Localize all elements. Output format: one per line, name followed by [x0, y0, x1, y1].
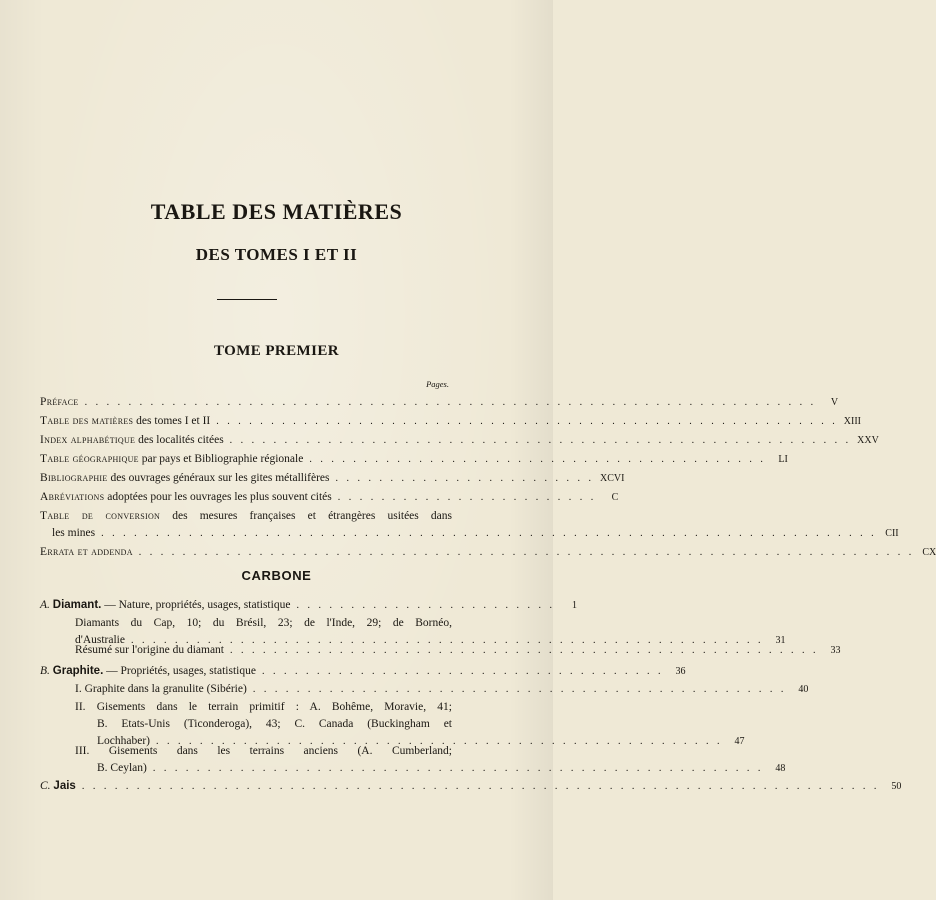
entry-page: 48: [775, 763, 786, 774]
subentry-line2: d'Australie: [75, 634, 125, 646]
entry-page: XIII: [843, 416, 861, 427]
entry-head: Table des matières: [40, 415, 134, 427]
leader-dots: . . . . . . . . . . . . . . . . . . . . . . . . . . . . . . . . . . . . . . . . . . . . . . . . . . . . . . . . .: [216, 416, 838, 427]
leader-dots: . . . . . . . . . . . . . . . . . . . . . . . . . . . . . . . . . . . . . . . . . . . . . . . . . . . . . . . . . . . . . . . . . . . . . . .: [101, 528, 877, 539]
entry-rest: des mesures françaises et étrangères usitées dans: [160, 510, 452, 522]
leader-dots: . . . . . . . . . . . . . . . . . . . . . . . .: [337, 492, 597, 503]
entry-page: 36: [675, 666, 686, 677]
entry-page: CX: [922, 547, 936, 558]
tome-heading: TOME PREMIER: [214, 343, 339, 359]
toc-entry-abreviations: [40, 489, 619, 506]
leader-dots: . . . . . . . . . . . . . . . . . . . . . . . .: [335, 473, 595, 484]
toc-subentry-graphite-i: [75, 681, 809, 698]
subentry-text: I. Graphite dans la granulite (Sibérie): [75, 683, 247, 695]
entry-page: V: [830, 397, 839, 408]
entry-rest: des ouvrages généraux sur les gites métallifères: [107, 472, 330, 484]
leader-dots: . . . . . . . . . . . . . . . . . . . . . . . .: [296, 600, 555, 611]
entry-name: Jais: [53, 780, 76, 792]
entry-letter: C.: [40, 780, 51, 792]
leader-dots: . . . . . . . . . . . . . . . . . . . . . . . . . . . . . . . . . . . . . . . . . . . . . . . . . . . . . . . . . .: [130, 635, 764, 646]
entry-rest: des localités citées: [135, 434, 224, 446]
entry-page: XXV: [857, 435, 879, 446]
toc-entry-table-des-matieres: [40, 413, 861, 430]
leader-dots: . . . . . . . . . . . . . . . . . . . . . . . . . . . . . . . . . . . . . . . . . . . . . . . . . . . .: [156, 736, 723, 747]
entry-page: CII: [885, 528, 899, 539]
entry-head: Bibliographie: [40, 472, 108, 484]
subentry-line1: Diamants du Cap, 10; du Brésil, 23; de l'Inde, 29; de Bornéo,: [75, 617, 452, 629]
entry-page: 50: [891, 781, 902, 792]
subentry-line2: B. Ceylan): [97, 762, 147, 774]
entry-head: Préface: [40, 396, 79, 408]
entry-page: 1: [571, 600, 577, 611]
entry-page: XCVI: [600, 473, 625, 484]
entry-page: LI: [778, 454, 788, 465]
toc-entry-diamant: [40, 597, 577, 614]
entry-head: Index alphabétique: [40, 434, 136, 446]
entry-rest-line2: les mines: [52, 527, 96, 539]
leader-dots: . . . . . . . . . . . . . . . . . . . . . . . . . . . . . . . . . . . . .: [261, 666, 664, 677]
toc-entry-preface: [40, 394, 839, 411]
entry-page: 40: [798, 684, 809, 695]
leader-dots: . . . . . . . . . . . . . . . . . . . . . . . . . . . . . . . . . . . . . . . . . . . . . . . . . . . . . . . .: [152, 763, 764, 774]
leader-dots: . . . . . . . . . . . . . . . . . . . . . . . . . . . . . . . . . . . . . . . . . . . . . . . . . . . . . . . . . . . . . . . . . . . . . . .: [138, 547, 915, 558]
entry-head: Abréviations: [40, 491, 105, 503]
entry-page: 47: [734, 736, 745, 747]
leader-dots: . . . . . . . . . . . . . . . . . . . . . . . . . . . . . . . . . . . . . . . . . . . . . . . . .: [252, 684, 787, 695]
toc-entry-graphite: [40, 663, 686, 680]
section-heading: CARBONE: [241, 568, 312, 583]
pages-column-label: Pages.: [426, 379, 449, 389]
page-subtitle: DES TOMES I ET II: [195, 245, 358, 264]
toc-entry-bibliographie: [40, 470, 625, 487]
entry-letter: A.: [40, 599, 50, 611]
entry-rest: des tomes I et II: [133, 415, 211, 427]
toc-entry-jais: [40, 778, 902, 795]
subentry-text: Résumé sur l'origine du diamant: [75, 644, 224, 656]
toc-subentry-origine-diamant: [75, 642, 841, 659]
entry-name: Graphite.: [52, 665, 104, 677]
entry-desc: — Nature, propriétés, usages, statistique: [101, 599, 291, 611]
subentry-line2: B. Etats-Unis (Ticonderoga), 43; C. Canada (Buckingham et: [97, 718, 452, 730]
leader-dots: . . . . . . . . . . . . . . . . . . . . . . . . . . . . . . . . . . . . . . . . . . . . . . . . . . . . . . . . . . . . . . . . . . .: [84, 397, 817, 408]
toc-entry-table-geographique: [40, 451, 788, 468]
entry-name: Diamant.: [52, 599, 102, 611]
entry-page: 31: [775, 635, 786, 646]
entry-letter: B.: [40, 665, 50, 677]
toc-entry-table-de-conversion: [40, 508, 899, 542]
entry-desc: — Propriétés, usages, statistique: [103, 665, 256, 677]
toc-subentry-graphite-iii: [75, 743, 786, 777]
entry-page: 33: [830, 645, 841, 656]
entry-page: C: [611, 492, 619, 503]
toc-entry-index: [40, 432, 879, 449]
entry-head: Errata et addenda: [40, 546, 133, 558]
subentry-line3: Lochhaber): [97, 735, 150, 747]
entry-head: Table de conversion: [40, 510, 161, 522]
toc-entry-errata: [40, 544, 936, 561]
entry-head: Table géographique: [40, 453, 139, 465]
leader-dots: . . . . . . . . . . . . . . . . . . . . . . . . . . . . . . . . . . . . . . . . . . . . . . . . . . . . . . . . .: [229, 435, 852, 446]
subentry-line1: II. Gisements dans le terrain primitif : A. Bohême, Moravie, 41;: [75, 701, 452, 713]
leader-dots: . . . . . . . . . . . . . . . . . . . . . . . . . . . . . . . . . . . . . . . . . .: [309, 454, 766, 465]
leader-dots: . . . . . . . . . . . . . . . . . . . . . . . . . . . . . . . . . . . . . . . . . . . . . . . . . . . . . .: [230, 645, 819, 656]
entry-rest: par pays et Bibliographie régionale: [138, 453, 304, 465]
entry-rest: adoptées pour les ouvrages les plus souvent cités: [104, 491, 332, 503]
page-title: TABLE DES MATIÈRES: [150, 199, 403, 224]
title-rule: [217, 299, 277, 300]
leader-dots: . . . . . . . . . . . . . . . . . . . . . . . . . . . . . . . . . . . . . . . . . . . . . . . . . . . . . . . . . . . . . . . . . . . . . . . . .: [81, 781, 880, 792]
subentry-line1: III. Gisements dans les terrains anciens (A. Cumberland;: [75, 745, 452, 757]
